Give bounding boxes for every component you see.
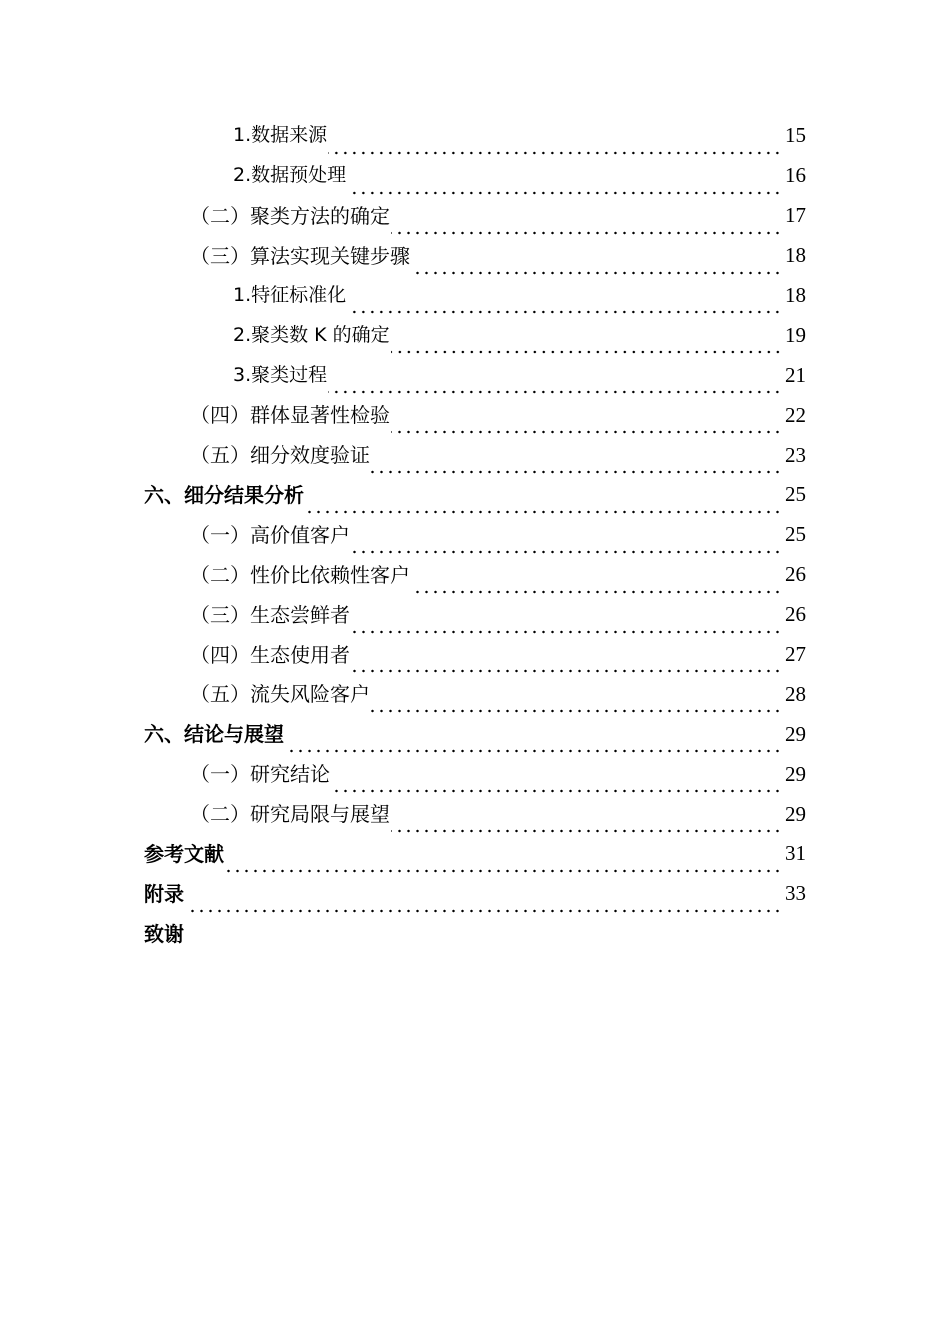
toc-entry[interactable] [0, 116, 950, 156]
toc-dot-leader [328, 139, 782, 156]
toc-dot-leader [351, 657, 782, 674]
toc-entry[interactable] [0, 395, 950, 435]
toc-dot-leader [285, 737, 782, 754]
toc-entry-title: （一）高价值客户 [190, 522, 350, 547]
toc-page-number: 31 [785, 841, 806, 866]
toc-page-number: 29 [785, 721, 806, 746]
toc-entry[interactable] [0, 276, 950, 316]
toc-entry-title: （三）算法实现关键步骤 [190, 243, 410, 268]
toc-entry-title: （四）生态使用者 [190, 642, 350, 667]
toc-dot-leader [411, 259, 782, 276]
toc-entry-title: 致谢 [144, 921, 184, 946]
toc-entry-title: 2.数据预处理 [233, 164, 347, 187]
toc-entry-title: （二）性价比依赖性客户 [190, 562, 410, 587]
toc-entry[interactable] [0, 475, 950, 515]
toc-entry-title: （四）群体显著性检验 [190, 403, 390, 428]
toc-entry-title: （二）研究局限与展望 [190, 802, 390, 827]
toc-dot-leader [347, 179, 782, 196]
toc-page-number: 17 [785, 203, 806, 228]
toc-page-number: 15 [785, 123, 806, 148]
toc-entry-title: 3.聚类过程 [233, 363, 328, 386]
toc-entry[interactable] [0, 834, 950, 874]
toc-dot-leader [371, 458, 782, 475]
toc-entry-title: （三）生态尝鲜者 [190, 602, 350, 627]
toc-entry[interactable] [0, 196, 950, 236]
toc-dot-leader [328, 378, 782, 395]
toc-dot-leader [225, 857, 782, 874]
toc-dot-leader [391, 219, 782, 236]
toc-entry[interactable] [0, 236, 950, 276]
toc-entry-title: 六、结论与展望 [144, 722, 284, 747]
toc-entry[interactable] [0, 874, 950, 914]
toc-entry-title: （五）流失风险客户 [190, 682, 370, 707]
toc-entry-title: （二）聚类方法的确定 [190, 203, 390, 228]
toc-dot-leader [391, 817, 782, 834]
toc-page-number: 23 [785, 442, 806, 467]
toc-entry[interactable] [0, 156, 950, 196]
toc-entry[interactable] [0, 714, 950, 754]
toc-dot-leader [391, 338, 782, 355]
toc-entry-title: 参考文献 [144, 841, 224, 866]
toc-entry-title: 附录 [144, 881, 184, 906]
toc-page-number: 29 [785, 761, 806, 786]
toc-dot-leader [305, 498, 782, 515]
toc-entry[interactable] [0, 555, 950, 595]
toc-entry[interactable] [0, 674, 950, 714]
toc-page-number: 33 [785, 881, 806, 906]
toc-entry-title: 1.特征标准化 [233, 284, 347, 306]
toc-page-number: 27 [785, 642, 806, 667]
toc-page-number: 26 [785, 602, 806, 627]
toc-dot-leader [351, 538, 782, 555]
toc-page-number: 29 [785, 801, 806, 826]
toc-entry[interactable] [0, 635, 950, 675]
toc-entry[interactable] [0, 754, 950, 794]
toc-entry[interactable] [0, 595, 950, 635]
toc-dot-leader [347, 298, 782, 315]
toc-entry[interactable] [0, 435, 950, 475]
toc-page-number: 21 [785, 362, 806, 387]
toc-entry[interactable] [0, 515, 950, 555]
toc-dot-leader [371, 697, 782, 714]
toc-page-number: 18 [785, 283, 806, 307]
toc-entry-title: 2.聚类数 K 的确定 [233, 323, 390, 346]
toc-page-number: 28 [785, 681, 806, 706]
toc-page-number: 19 [785, 322, 806, 347]
toc-page-number: 22 [785, 402, 806, 427]
toc-entry-title: 六、细分结果分析 [144, 482, 304, 507]
toc-dot-leader [351, 618, 782, 635]
toc-entry[interactable] [0, 914, 950, 954]
table-of-contents [0, 116, 950, 954]
toc-entry[interactable] [0, 355, 950, 395]
toc-entry[interactable] [0, 315, 950, 355]
toc-page-number: 26 [785, 562, 806, 587]
toc-dot-leader [185, 897, 782, 914]
toc-page-number: 25 [785, 482, 806, 507]
toc-entry-title: （一）研究结论 [190, 762, 330, 787]
toc-dot-leader [391, 418, 782, 435]
toc-page-number: 25 [785, 522, 806, 547]
toc-entry[interactable] [0, 794, 950, 834]
toc-dot-leader [331, 777, 782, 794]
toc-dot-leader [411, 578, 782, 595]
toc-page-number: 18 [785, 243, 806, 268]
toc-entry-title: 1.数据来源 [233, 124, 328, 147]
toc-entry-title: （五）细分效度验证 [190, 443, 370, 468]
toc-page-number: 16 [785, 163, 806, 188]
